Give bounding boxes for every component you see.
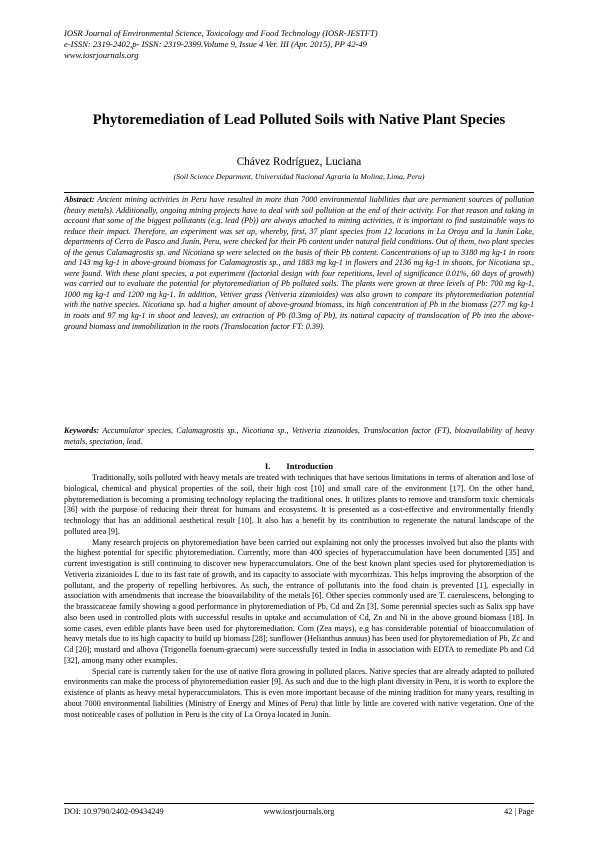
introduction-body [64,473,534,720]
author-name: Chávez Rodríguez, Luciana [236,156,362,168]
paragraph: Many research projects on phytoremediation have been carried out explaining not only the processes involved but also the plants with the highest potential for specific phytoremediation. Currently, more than 400 species of hyperaccumulation have been documented [35] and current investigation is still continuing to discover new hyperaccumulators. One of the best known plant species used for phytoremediation is Vetiveria zizanioides L due to its fast rate of growth, and its capacity to associate with mycorrhizas. This helps improving the absorption of the pollutant, and the property of repelling herbivores. As such, the entrance of pollutants into the food chain is prevented [1], especially in association with amendments that increase the bioavailability of the metals [6]. Other species commonly used are T. caerulescens, belonging to the brassicaceae family showing a good performance in phytoremediation of Pb, Cd and Zn [3]. Some perennial species such as Salix spp have also been used in controlled plots with successful results in uptake and accumulation of Cd, Zn and Ni in the above ground biomass [18]. In some cases, even edible plants have been used for phytoremediation. Corn (Zea mays), e.g has considerable potential of bioaccumulation of heavy metals due to its high capacity to build up biomass [28]; sunflower (Helianthus annuus) has been used for phytoremediation of Pb, Zc and Cd [20]; mustard and alhova (Trigonella foenum-graecum) were successfully tested in India in association with EDTA to remediate Pb and Cd [32], among many other examples. [64,537,534,665]
footer-divider [64,803,534,804]
paragraph: Special care is currently taken for the use of native flora growing in polluted places. Native species that are already adapted to polluted environments can make the process of phytoremediation easier [9]. As such and due to the high plant diversity in Peru, it is worth to explore the existence of plants as heavy metal hyperaccumulators. This is even more important because of the mining tradition for many years, resulting in about 7000 environmental liabilities (Ministry of Energy and Mines of Peru) that little by little are covered with native vegetation. One of the most noticeable cases of pollution in Peru is the city of La Oroya located in Junín. [64,666,534,719]
bottom-divider [64,449,534,450]
author-affiliation: (Soil Science Deparment, Universidad Nacional Agraria la Molina, Lima, Peru) [173,172,425,181]
keywords-text: Accumulator species, Calamagrostis sp., Nicotiana sp., Vetiveria zizanoides, Translocation factor (FT), bioavailability of heavy metals, speciation, lead. [64,426,534,446]
issn-line: e-ISSN: 2319-2402,p- ISSN: 2319-2399.Volume 9, Issue 4 Ver. III (Apr. 2015), PP 42-49 [64,39,367,49]
section-number: I. [264,461,271,471]
journal-website[interactable]: www.iosrjournals.org [64,50,139,60]
keywords [64,426,534,447]
journal-name: IOSR Journal of Environmental Science, Toxicology and Food Technology (IOSR-JESTFT) [64,28,378,38]
abstract [64,195,534,332]
abstract-text: Ancient mining activities in Peru have resulted in more than 7000 environmental liabilities that are permanent sources of pollution (heavy metals). Additionally, ongoing mining projects have to deal with soil pollution at the end of their activity. For that reason and taking in account that some of the biggest pollutants (e.g. lead (Pb)) are always attached to mining activities, it is important to find sustainable ways to reduce their impact. Therefore, an experiment was set up, whereby, first, 37 plant species from 12 locations in La Oroya and la Junín Lake, departments of Cerro de Pasco and Junín, Peru, were checked for their Pb content under natural field conditions. Out of them, two plant species of the genus Calamagrostis sp. and Nicotiana sp were selected on the basis of their Pb content. Concentrations of up to 3180 mg kg-1 in roots and 143 mg kg-1 in above-ground biomass for Calamagrostis sp., and 1883 mg kg-1 in flowers and 2136 mg kg-1 in shoots, for Nicotiana sp., were found. With these plant species, a pot experiment (factorial design with four repetitions, level of significance 0.01%, 60 days of growth) was carried out to evaluate the potential for phytoremediation of Pb polluted soils. The plants were grown at three levels of Pb: 700 mg kg-1, 1000 mg kg-1 and 1200 mg kg-1. In addition, Vetiver grass (Vetiveria zizanioides) was also grown to compare its phytoremediation potential with the native species. Nicotiana sp. had a higher amount of above-ground biomass, its high concentration of Pb in the biomass (277 mg kg-1 in roots and 97 mg kg-1 in shoot and leaves), an extraction of Pb (0.3mg of Pb), its natural capacity of translocation of Pb into the above-ground biomass and immobilization in the roots (Translocation factor FT: 0.39). [64,195,534,331]
top-divider [64,192,534,193]
section-title: Introduction [286,461,334,471]
paper-title: Phytoremediation of Lead Polluted Soils with Native Plant Species [92,112,506,128]
footer-website[interactable]: www.iosrjournals.org [263,807,335,816]
page-number: 42 | Page [504,807,534,816]
journal-header [64,28,534,61]
abstract-label: Abstract: [64,195,95,204]
section-heading [64,461,534,472]
paragraph: Traditionally, soils polluted with heavy metals are treated with techniques that have serious limitations in terms of alteration and lose of biological, chemical and physical properties of the soil, their high cost [10] and small care of the environment [17]. On the other hand, phytoremediation is becoming a promising technology replacing the traditional ones. It utilizes plants to remove and transform toxic chemicals [36] with the purpose of reducing their threat for humans and ecosystems. It is presented as a cost-effective and environmentally friendly technology that has an additional aesthetical result [10]. It also has a benefit by its contribution to regenerate the natural landscape of the polluted area [9]. [64,473,534,536]
keywords-label: Keywords: [64,426,100,435]
doi: DOI: 10.9790/2402-09434249 [64,807,164,816]
